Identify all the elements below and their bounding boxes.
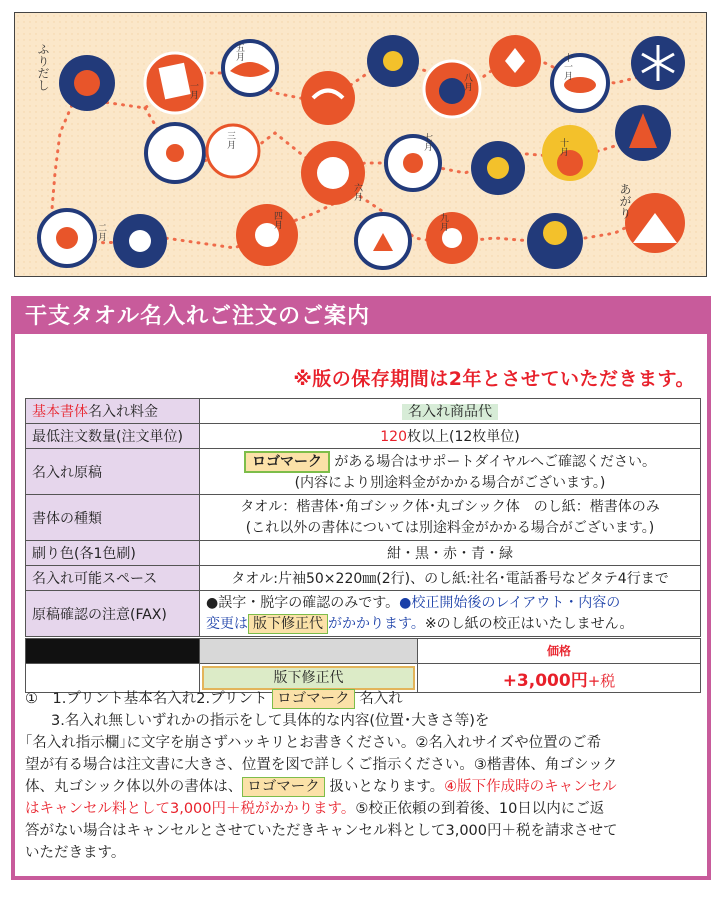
manuscript-value: ロゴマーク がある場合はサポートダイヤルへご確認ください。 (内容により別途料金がかかる場合がございます。) — [200, 449, 701, 495]
towel-illustration-svg — [15, 13, 707, 277]
note-line-6: はキャンセル料として3,000円＋税がかかります。⑤校正依頼の到着後、10日以内にご返 — [25, 801, 605, 817]
note-line-2: 3.名入れ無しいずれかの指示をして具体的な内容(位置･大きさ等)を — [51, 713, 490, 729]
spec-table — [25, 398, 701, 637]
svg-text:七月: 七月 — [422, 133, 432, 151]
svg-text:九月: 九月 — [438, 213, 448, 231]
price-header-row — [26, 639, 701, 664]
svg-text:二月: 二月 — [96, 223, 106, 241]
print-color-value: 紺・黒・赤・青・緑 — [200, 541, 701, 566]
order-guide-panel — [11, 296, 711, 880]
note-line-3: ｢名入れ指示欄｣に文字を崩さずハッキリとお書きください。②名入れサイズや位置のご希 — [25, 735, 602, 751]
svg-text:八月: 八月 — [462, 73, 472, 91]
space-label: 名入れ可能スペース — [26, 566, 200, 591]
panel-title: 干支タオル名入れご注文のご案内 — [15, 300, 707, 334]
spec-header-value: 名入れ商品代 — [200, 399, 701, 424]
svg-text:六月: 六月 — [352, 183, 362, 201]
svg-text:十一月: 十一月 — [562, 53, 572, 80]
note-line-4: 望が有る場合は注文書に大きさ、位置を図で詳しくご指示ください。③楷書体、角ゴシック — [25, 757, 618, 773]
price-header-gray — [200, 639, 418, 664]
proof-label: 原稿確認の注意(FAX) — [26, 591, 200, 637]
svg-text:三月: 三月 — [225, 131, 235, 149]
note-line-5: 体、丸ゴシック体以外の書体は、 ロゴマーク 扱いとなります。④版下作成時のキャンセル — [25, 779, 617, 795]
towel-illustration — [14, 12, 707, 277]
svg-text:四月: 四月 — [272, 211, 282, 229]
note-line-8: いただきます。 — [25, 845, 126, 861]
start-label — [36, 43, 50, 91]
svg-text:あがり: あがり — [618, 183, 632, 219]
svg-text:一月: 一月 — [188, 81, 198, 99]
retention-notice: ※版の保存期間は2年とさせていただきます。 — [293, 368, 695, 390]
fonts-row — [26, 495, 701, 541]
price-header-black — [26, 639, 200, 664]
svg-text:五月: 五月 — [234, 43, 244, 61]
proof-value: ●誤字・脱字の確認のみです。●校正開始後のレイアウト・内容の 変更は 版下修正代 がかかります。※のし紙の校正はいたしません。 — [200, 591, 701, 637]
fonts-value: タオル：楷書体･角ゴシック体･丸ゴシック体 のし紙：楷書体のみ (これ以外の書体については別途料金がかかる場合がございます。) — [200, 495, 701, 541]
min-order-label: 最低注文数量(注文単位) — [26, 424, 200, 449]
spec-header-label: 基本書体名入れ料金 — [26, 399, 200, 424]
price-item: 版下修正代 — [200, 664, 418, 693]
proof-row — [26, 591, 701, 637]
spec-header-row — [26, 399, 701, 424]
print-color-label: 刷り色(各1色刷) — [26, 541, 200, 566]
fonts-label: 書体の種類 — [26, 495, 200, 541]
min-order-value: 120枚以上(12枚単位) — [200, 424, 701, 449]
price-header-label: 価格 — [418, 639, 701, 664]
notes — [25, 688, 703, 864]
goal-label — [618, 183, 632, 219]
note-line-7: 答がない場合はキャンセルとさせていただきキャンセル料として3,000円＋税を請求させて — [25, 823, 618, 839]
print-color-row — [26, 541, 701, 566]
note-line-1: ① 1.プリント基本名入れ2.プリント ロゴマーク 名入れ — [25, 691, 403, 707]
manuscript-label: 名入れ原稿 — [26, 449, 200, 495]
space-value: タオル:片袖50×220㎜(2行)、のし紙:社名･電話番号などタテ4行まで — [200, 566, 701, 591]
price-table — [25, 638, 701, 693]
manuscript-row — [26, 449, 701, 495]
svg-text:ふりだし: ふりだし — [36, 43, 50, 91]
space-row — [26, 566, 701, 591]
price-value: +3,000円+税 — [418, 664, 701, 693]
svg-text:十月: 十月 — [558, 138, 568, 156]
min-order-row — [26, 424, 701, 449]
